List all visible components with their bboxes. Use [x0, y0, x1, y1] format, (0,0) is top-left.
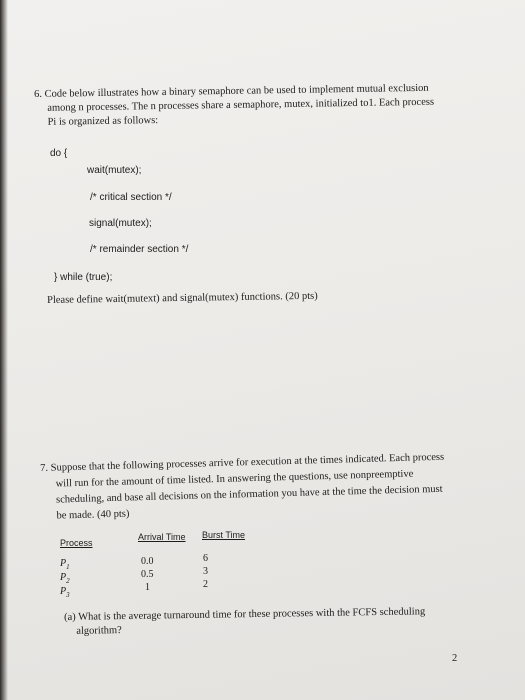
- table-row-2-burst: 3: [203, 566, 208, 577]
- question-6-number: 6.: [34, 88, 43, 100]
- question-7-part-a-line-1: (a) What is the average turnaround time for these processes with the FCFS scheduling: [64, 606, 426, 623]
- question-6-line-1: Code below illustrates how a binary semaphore can be used to implement mutual exclusion: [44, 82, 429, 100]
- question-7: [40, 451, 446, 524]
- question-7-line-4: be made. (40 pts): [56, 508, 130, 522]
- question-7-line-1: Suppose that the following processes arrive for execution at the times indicated. Each process: [50, 451, 445, 474]
- table-row-3-burst: 2: [203, 579, 208, 590]
- question-7-line-3: scheduling, and base all decisions on the information you have at the time the decision must: [55, 483, 443, 506]
- table-header-arrival-time: Arrival Time: [138, 532, 186, 542]
- code-do: do {: [50, 148, 68, 159]
- question-6-line-3: Pi is organized as follows:: [47, 115, 159, 128]
- page-edge-shadow: [0, 0, 8, 700]
- code-critical-section: /* critical section */: [90, 192, 172, 203]
- code-while: } while (true);: [54, 272, 113, 283]
- table-row-1-process: $P_1$: [60, 558, 70, 571]
- table-row-3-arrival: 1: [145, 582, 150, 593]
- question-7-number: 7.: [40, 462, 49, 474]
- table-header-burst-time: Burst Time: [202, 530, 246, 540]
- page-number: 2: [452, 653, 458, 664]
- table-row-1-arrival: 0.0: [141, 556, 154, 567]
- question-7-part-a: [64, 605, 425, 639]
- table-row-3-process: $P_3$: [60, 586, 70, 599]
- question-7-part-a-line-2: algorithm?: [76, 625, 122, 637]
- question-6: [34, 82, 434, 130]
- code-remainder-section: /* remainder section */: [90, 244, 189, 255]
- table-row-2-arrival: 0.5: [141, 569, 154, 580]
- code-wait: wait(mutex);: [87, 165, 142, 176]
- question-7-line-2: will run for the amount of time listed. In answering the questions, use nonpreemptive: [55, 468, 414, 490]
- question-6-task: Please define wait(mutext) and signal(mutex) functions. (20 pts): [47, 290, 318, 306]
- code-signal: signal(mutex);: [89, 218, 152, 229]
- table-row-2-process: $P_2$: [60, 572, 70, 585]
- question-6-line-2: among n processes. The n processes share a semaphore, mutex, initialized to1. Each process: [47, 96, 435, 114]
- table-row-1-burst: 6: [203, 553, 208, 564]
- table-header-process: Process: [60, 538, 93, 548]
